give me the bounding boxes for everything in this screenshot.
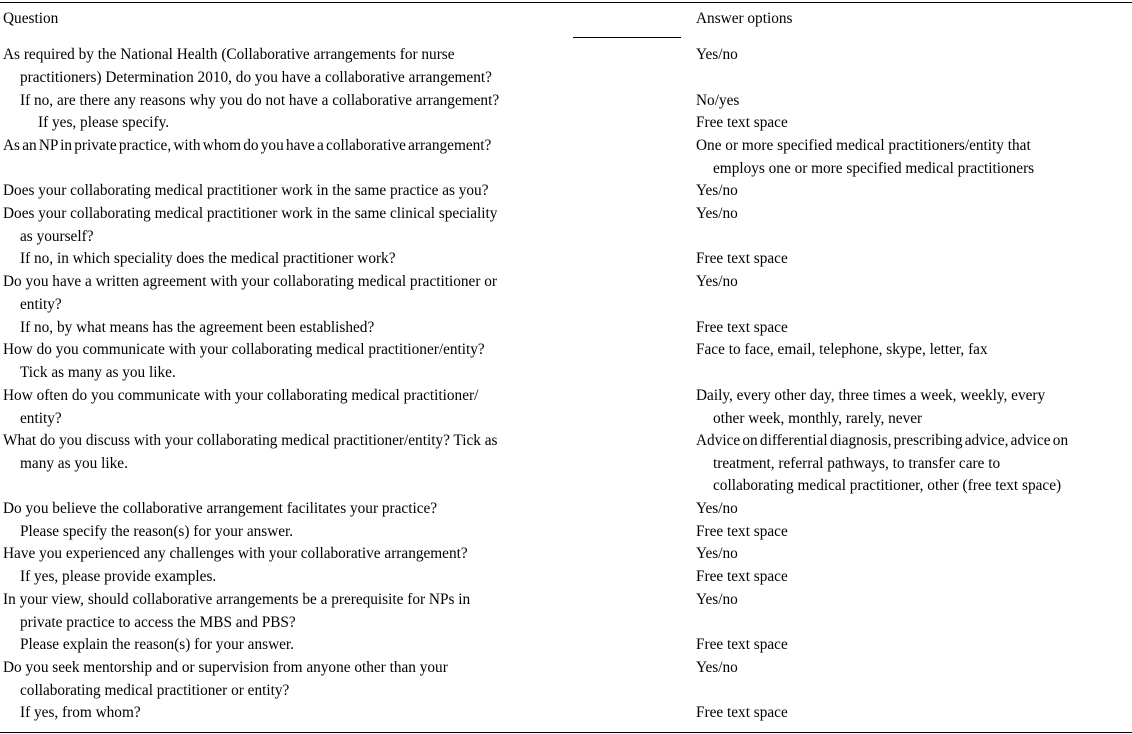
answer-cell bbox=[696, 430, 1068, 498]
question-cell: If yes, from whom? bbox=[20, 704, 141, 721]
question-cell: If yes, please specify. bbox=[38, 114, 170, 131]
answer-cell: Yes/no bbox=[696, 205, 738, 222]
question-cell: If no, by what means has the agreement been established? bbox=[20, 319, 375, 336]
table-top-rule bbox=[0, 2, 1132, 3]
question-line: What do you discuss with your collaborating medical practitioner/entity? Tick as bbox=[3, 432, 498, 449]
question-line: As required by the National Health (Collaborative arrangements for nurse bbox=[3, 46, 455, 63]
answer-line: employs one or more specified medical practitioners bbox=[713, 159, 1035, 177]
question-line: Do you seek mentorship and or supervision from anyone other than your bbox=[3, 659, 448, 676]
answer-cell: No/yes bbox=[696, 92, 740, 109]
question-cell bbox=[3, 44, 492, 89]
question-cell bbox=[3, 589, 470, 634]
question-cell: Does your collaborating medical practitioner work in the same practice as you? bbox=[3, 182, 489, 199]
answer-line: Advice on differential diagnosis, prescribing advice, advice on bbox=[696, 432, 1069, 449]
answer-line: One or more specified medical practitioners/entity that bbox=[696, 137, 1031, 154]
question-cell: As an NP in private practice, with whom do you have a collaborative arrangement? bbox=[3, 137, 492, 154]
question-cell bbox=[3, 430, 498, 475]
column-header-answer: Answer options bbox=[696, 10, 793, 27]
question-line: Tick as many as you like. bbox=[20, 363, 176, 381]
table-bottom-rule bbox=[0, 732, 1132, 733]
answer-cell: Yes/no bbox=[696, 182, 738, 199]
answer-cell: Yes/no bbox=[696, 273, 738, 290]
question-cell: Do you believe the collaborative arrangement facilitates your practice? bbox=[3, 500, 438, 517]
question-line: Does your collaborating medical practitioner work in the same clinical speciality bbox=[3, 205, 498, 222]
answer-line: collaborating medical practitioner, other (free text space) bbox=[713, 477, 1062, 494]
question-line: practitioners) Determination 2010, do you have a collaborative arrangement? bbox=[20, 68, 492, 86]
answer-cell: Face to face, email, telephone, skype, letter, fax bbox=[696, 341, 988, 358]
answer-cell: Free text space bbox=[696, 319, 788, 336]
question-cell bbox=[3, 385, 478, 430]
header-rule-segment bbox=[573, 37, 681, 38]
question-line: as yourself? bbox=[20, 227, 94, 245]
answer-cell: Yes/no bbox=[696, 659, 738, 676]
question-cell bbox=[3, 271, 497, 316]
question-cell: If yes, please provide examples. bbox=[20, 568, 217, 585]
question-cell: Have you experienced any challenges with your collaborative arrangement? bbox=[3, 545, 468, 562]
question-line: How do you communicate with your collaborating medical practitioner/entity? bbox=[3, 341, 485, 358]
answer-cell: Free text space bbox=[696, 523, 788, 540]
answer-cell bbox=[696, 135, 1034, 180]
question-cell: If no, are there any reasons why you do not have a collaborative arrangement? bbox=[20, 92, 500, 109]
answer-cell: Yes/no bbox=[696, 46, 738, 63]
answer-cell: Free text space bbox=[696, 636, 788, 653]
answer-cell: Free text space bbox=[696, 250, 788, 267]
question-line: How often do you communicate with your collaborating medical practitioner/ bbox=[3, 387, 479, 404]
question-cell: If no, in which speciality does the medical practitioner work? bbox=[20, 250, 396, 267]
question-cell: Please specify the reason(s) for your answer. bbox=[20, 523, 294, 540]
answer-cell: Free text space bbox=[696, 114, 788, 131]
column-header-question: Question bbox=[3, 10, 59, 27]
answer-line: treatment, referral pathways, to transfer care to bbox=[713, 454, 1001, 472]
question-cell bbox=[3, 657, 448, 702]
question-line: private practice to access the MBS and PBS? bbox=[20, 613, 296, 631]
answer-line: Daily, every other day, three times a week, weekly, every bbox=[696, 387, 1046, 404]
question-cell: Please explain the reason(s) for your answer. bbox=[20, 636, 294, 653]
question-cell bbox=[3, 339, 485, 384]
answer-cell: Yes/no bbox=[696, 591, 738, 608]
question-line: In your view, should collaborative arrangements be a prerequisite for NPs in bbox=[3, 591, 471, 608]
question-line: Do you have a written agreement with your collaborating medical practitioner or bbox=[3, 273, 497, 290]
question-line: collaborating medical practitioner or entity? bbox=[20, 681, 290, 699]
answer-cell: Yes/no bbox=[696, 500, 738, 517]
answer-cell: Free text space bbox=[696, 704, 788, 721]
answer-cell: Yes/no bbox=[696, 545, 738, 562]
answer-cell: Free text space bbox=[696, 568, 788, 585]
question-line: many as you like. bbox=[20, 454, 128, 472]
question-line: entity? bbox=[20, 295, 62, 313]
answer-cell bbox=[696, 385, 1045, 430]
question-line: entity? bbox=[20, 409, 62, 427]
question-cell bbox=[3, 203, 497, 248]
answer-line: other week, monthly, rarely, never bbox=[713, 409, 923, 427]
